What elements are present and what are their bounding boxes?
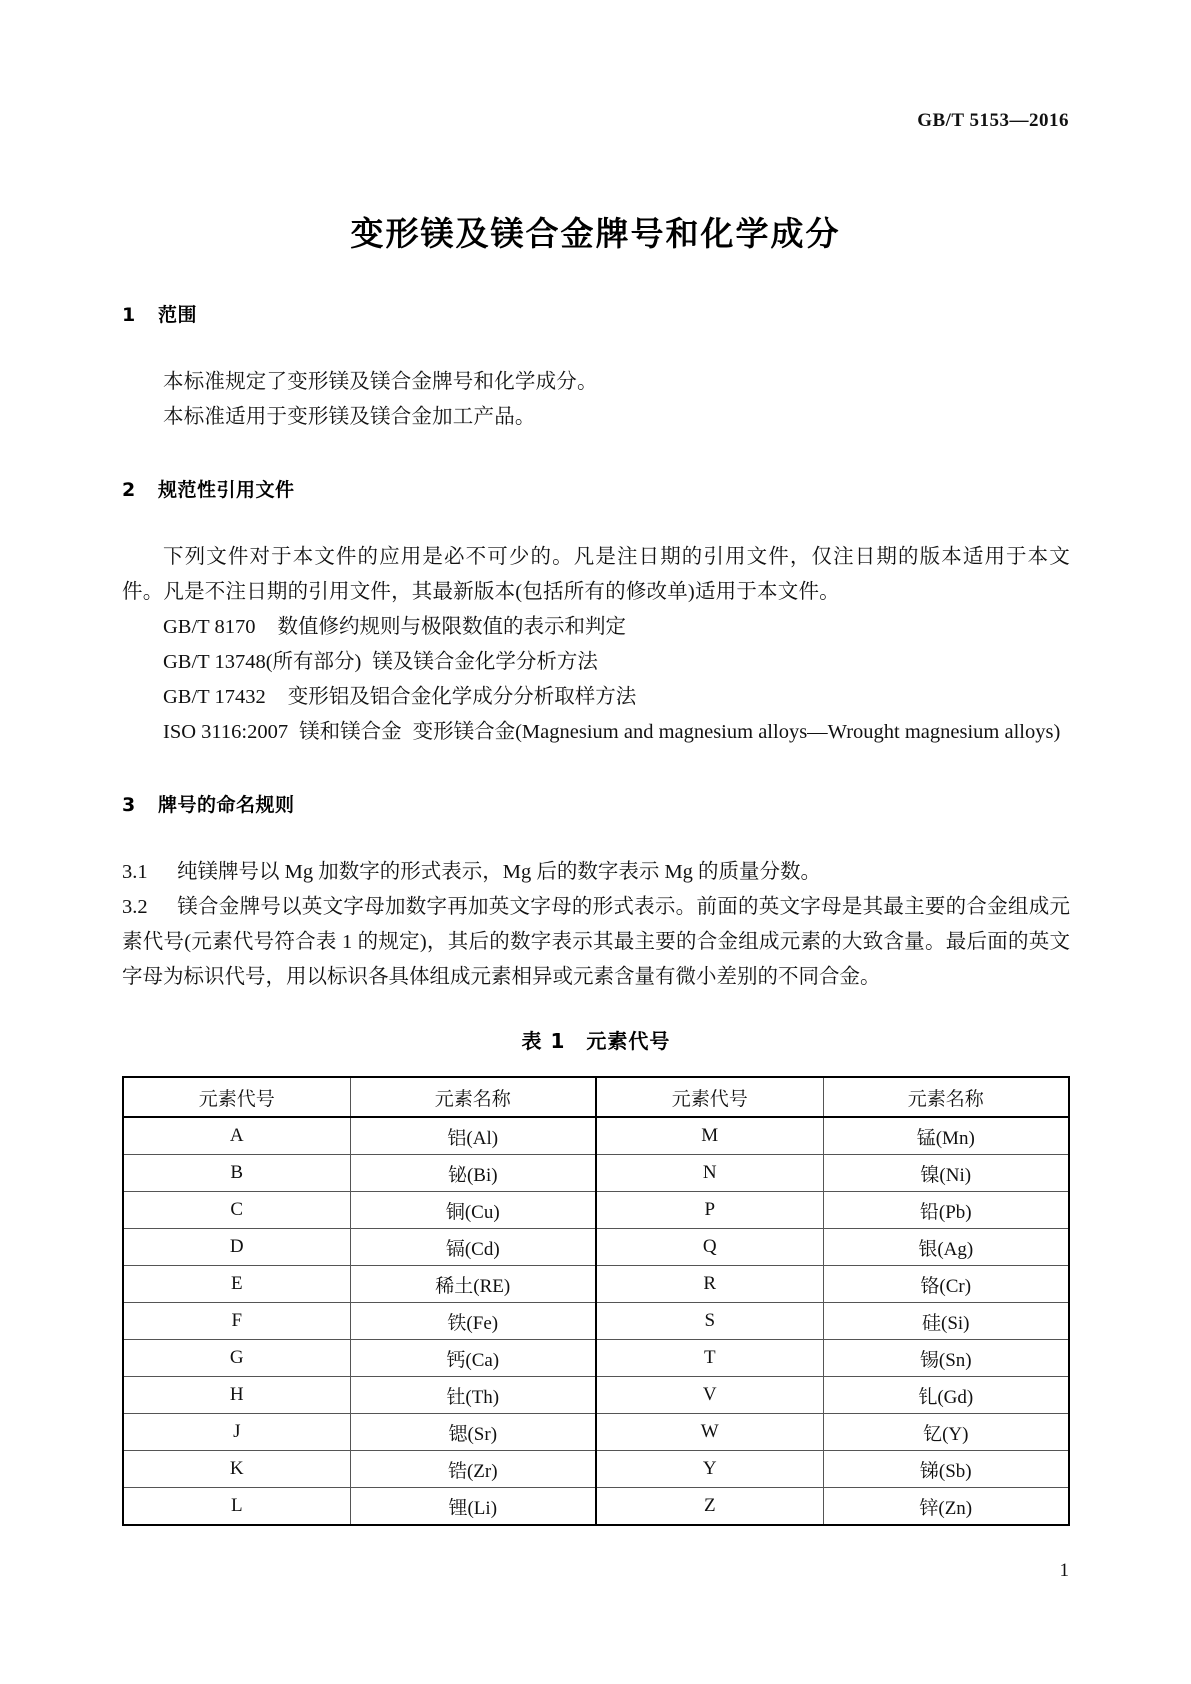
section-3-title: 牌号的命名规则 <box>158 794 295 816</box>
table-cell: 钙(Ca) <box>350 1340 596 1377</box>
clause-3-1-text: 纯镁牌号以 Mg 加数字的形式表示，Mg 后的数字表示 Mg 的质量分数。 <box>177 861 822 883</box>
table-cell: C <box>123 1192 350 1229</box>
page-number: 1 <box>1059 1560 1069 1581</box>
standard-number: GB/T 5153—2016 <box>917 110 1069 131</box>
table-cell: 铜(Cu) <box>350 1192 596 1229</box>
table-cell: 铅(Pb) <box>823 1192 1069 1229</box>
table-cell: 钍(Th) <box>350 1377 596 1414</box>
table-1-caption: 表 1 元素代号 <box>521 1029 671 1053</box>
table-cell: S <box>596 1303 823 1340</box>
table-header-row <box>123 1077 1069 1117</box>
table-cell: Q <box>596 1229 823 1266</box>
table-cell: P <box>596 1192 823 1229</box>
table-row <box>123 1451 1069 1488</box>
section-1-title: 范围 <box>158 304 198 326</box>
table-cell: 铝(Al) <box>350 1117 596 1155</box>
table-cell: 铬(Cr) <box>823 1266 1069 1303</box>
clause-3-1 <box>122 855 1070 890</box>
reference-4-id: ISO 3116:2007 <box>163 721 289 743</box>
table-cell: M <box>596 1117 823 1155</box>
table-cell: E <box>123 1266 350 1303</box>
section-2-title: 规范性引用文件 <box>158 479 295 501</box>
table-cell: B <box>123 1155 350 1192</box>
table-cell: A <box>123 1117 350 1155</box>
table-row <box>123 1192 1069 1229</box>
document-body <box>122 300 1070 1526</box>
table-cell: D <box>123 1229 350 1266</box>
column-header-code-right: 元素代号 <box>596 1077 823 1117</box>
table-cell: 钆(Gd) <box>823 1377 1069 1414</box>
table-cell: 锡(Sn) <box>823 1340 1069 1377</box>
table-cell: F <box>123 1303 350 1340</box>
table-cell: Y <box>596 1451 823 1488</box>
reference-3-id: GB/T 17432 <box>163 686 266 708</box>
table-row <box>123 1488 1069 1526</box>
reference-3-title: 变形铝及铝合金化学成分分析取样方法 <box>287 686 637 708</box>
table-row <box>123 1303 1069 1340</box>
table-cell: R <box>596 1266 823 1303</box>
table-cell: J <box>123 1414 350 1451</box>
section-heading-3 <box>122 790 1070 817</box>
document-title: 变形镁及镁合金牌号和化学成分 <box>350 214 841 253</box>
section-1-paragraph-1: 本标准规定了变形镁及镁合金牌号和化学成分。 <box>163 371 598 393</box>
table-cell: Z <box>596 1488 823 1526</box>
table-row <box>123 1117 1069 1155</box>
table-row <box>123 1377 1069 1414</box>
clause-3-2-text: 镁合金牌号以英文字母加数字再加英文字母的形式表示。前面的英文字母是其最主要的合金组成元素代号(元素代号符合表 1 的规定)，其后的数字表示其最主要的合金组成元素的大致含量。最后面的英文字母为标识代号，用以标识各具体组成元素相异或元素含量有微小差别的不同合金。 <box>122 896 1070 988</box>
table-cell: 钇(Y) <box>823 1414 1069 1451</box>
table-cell: 铁(Fe) <box>350 1303 596 1340</box>
table-element-codes <box>122 1076 1070 1526</box>
table-row <box>123 1155 1069 1192</box>
reference-item-2 <box>122 645 1070 680</box>
section-3-number: 3 <box>122 794 136 816</box>
reference-item-3 <box>122 680 1070 715</box>
table-body <box>123 1117 1069 1525</box>
table-cell: T <box>596 1340 823 1377</box>
table-row <box>123 1340 1069 1377</box>
reference-2-id: GB/T 13748(所有部分) <box>163 651 362 673</box>
section-1-paragraph-2: 本标准适用于变形镁及镁合金加工产品。 <box>163 406 536 428</box>
table-cell: V <box>596 1377 823 1414</box>
reference-item-4 <box>122 715 1070 750</box>
table-cell: 锆(Zr) <box>350 1451 596 1488</box>
table-cell: N <box>596 1155 823 1192</box>
column-header-name-left: 元素名称 <box>350 1077 596 1117</box>
table-cell: 锌(Zn) <box>823 1488 1069 1526</box>
table-cell: 稀土(RE) <box>350 1266 596 1303</box>
table-cell: 银(Ag) <box>823 1229 1069 1266</box>
table-cell: 铋(Bi) <box>350 1155 596 1192</box>
clause-3-2-number: 3.2 <box>122 896 148 918</box>
section-1-number: 1 <box>122 304 136 326</box>
table-cell: L <box>123 1488 350 1526</box>
reference-1-id: GB/T 8170 <box>163 616 256 638</box>
reference-item-1 <box>122 610 1070 645</box>
table-cell: W <box>596 1414 823 1451</box>
table-row <box>123 1229 1069 1266</box>
table-row <box>123 1414 1069 1451</box>
column-header-code-left: 元素代号 <box>123 1077 350 1117</box>
section-heading-2 <box>122 475 1070 502</box>
reference-2-title: 镁及镁合金化学分析方法 <box>372 651 598 673</box>
table-cell: 镍(Ni) <box>823 1155 1069 1192</box>
clause-3-2 <box>122 890 1070 995</box>
table-cell: K <box>123 1451 350 1488</box>
running-header <box>0 110 1069 132</box>
section-heading-1 <box>122 300 1070 327</box>
table-cell: 镉(Cd) <box>350 1229 596 1266</box>
table-cell: H <box>123 1377 350 1414</box>
reference-4-title: 镁和镁合金 <box>299 721 402 743</box>
table-cell: 硅(Si) <box>823 1303 1069 1340</box>
reference-1-title: 数值修约规则与极限数值的表示和判定 <box>277 616 626 638</box>
section-2-paragraph-1: 下列文件对于本文件的应用是必不可少的。凡是注日期的引用文件，仅注日期的版本适用于本文件。凡是不注日期的引用文件，其最新版本(包括所有的修改单)适用于本文件。 <box>122 546 1070 603</box>
clause-3-1-number: 3.1 <box>122 861 148 883</box>
reference-4-extra: 变形镁合金(Magnesium and magnesium alloys—Wrought magnesium alloys) <box>412 721 1061 743</box>
table-cell: 锰(Mn) <box>823 1117 1069 1155</box>
table-cell: 锂(Li) <box>350 1488 596 1526</box>
table-cell: 锑(Sb) <box>823 1451 1069 1488</box>
table-row <box>123 1266 1069 1303</box>
column-header-name-right: 元素名称 <box>823 1077 1069 1117</box>
section-2-number: 2 <box>122 479 136 501</box>
table-cell: 锶(Sr) <box>350 1414 596 1451</box>
table-cell: G <box>123 1340 350 1377</box>
